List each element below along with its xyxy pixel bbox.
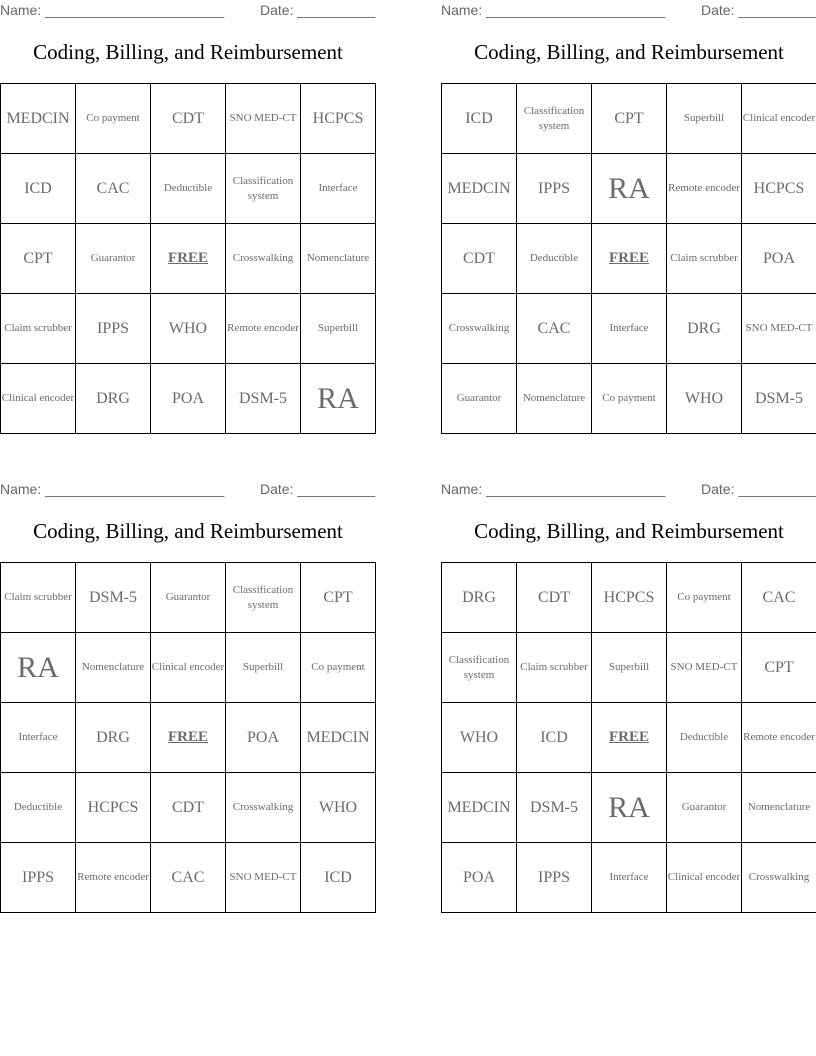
bingo-cell: Superbill [667,84,742,154]
bingo-cell: RA [592,773,667,843]
bingo-cell: POA [742,224,816,294]
bingo-cell: Crosswalking [226,773,301,843]
bingo-cell: HCPCS [76,773,151,843]
bingo-cell: SNO MED-CT [226,84,301,154]
date-field-label: Date: __________ [701,481,816,497]
bingo-cell: MEDCIN [442,154,517,224]
bingo-cell: SNO MED-CT [226,843,301,913]
date-field-label: Date: __________ [260,481,376,497]
grid-row [442,703,816,773]
bingo-cell: IPPS [517,843,592,913]
grid-row [442,563,816,633]
bingo-cell: DSM-5 [517,773,592,843]
free-space-cell: FREE [592,224,667,294]
bingo-cell: CDT [517,563,592,633]
bingo-cell: ICD [301,843,376,913]
bingo-cell: ICD [1,154,76,224]
bingo-cell: Clinical encoder [1,364,76,434]
name-field-label: Name: _______________________ [441,481,666,497]
bingo-cell: MEDCIN [301,703,376,773]
bingo-cell: Crosswalking [226,224,301,294]
card-title: Coding, Billing, and Reimbursement [474,519,784,543]
bingo-cell: Deductible [517,224,592,294]
bingo-cell: CPT [1,224,76,294]
name-field-label: Name: _______________________ [441,2,666,18]
bingo-cell: CPT [592,84,667,154]
bingo-grid [441,83,816,434]
grid-row [442,84,816,154]
free-space-cell: FREE [151,703,226,773]
bingo-cell: DSM-5 [226,364,301,434]
name-field-label: Name: _______________________ [0,2,225,18]
grid-row [1,843,376,913]
bingo-cell: CAC [151,843,226,913]
bingo-cell: IPPS [1,843,76,913]
bingo-cell: POA [442,843,517,913]
bingo-grid [0,83,376,434]
name-date-line [0,2,376,20]
bingo-cell: RA [301,364,376,434]
grid-row [442,843,816,913]
bingo-cell: Clinical encoder [151,633,226,703]
name-date-line [0,481,376,499]
grid-row [442,224,816,294]
bingo-cell: Classification system [226,154,301,224]
bingo-cell: ICD [442,84,517,154]
grid-row [1,224,376,294]
bingo-cell: Superbill [592,633,667,703]
bingo-cell: DRG [76,364,151,434]
grid-row [1,294,376,364]
grid-row [1,633,376,703]
bingo-cell: HCPCS [592,563,667,633]
bingo-cell: RA [1,633,76,703]
card-title: Coding, Billing, and Reimbursement [33,519,343,543]
bingo-cell: Co payment [592,364,667,434]
date-field-label: Date: __________ [701,2,816,18]
bingo-cell: MEDCIN [1,84,76,154]
bingo-cell: Claim scrubber [1,563,76,633]
bingo-cell: CDT [151,84,226,154]
bingo-cell: POA [151,364,226,434]
bingo-cell: ICD [517,703,592,773]
bingo-cell: CDT [151,773,226,843]
bingo-cell: Interface [1,703,76,773]
bingo-cell: HCPCS [301,84,376,154]
bingo-cell: Nomenclature [517,364,592,434]
bingo-cell: DSM-5 [742,364,816,434]
bingo-cell: MEDCIN [442,773,517,843]
bingo-cell: CPT [301,563,376,633]
bingo-cell: Remote encoder [667,154,742,224]
grid-row [1,563,376,633]
bingo-cell: CAC [742,563,816,633]
grid-row [442,364,816,434]
bingo-cell: HCPCS [742,154,816,224]
bingo-cell: Nomenclature [301,224,376,294]
name-date-line [441,2,816,20]
bingo-cell: WHO [151,294,226,364]
bingo-cell: Co payment [667,563,742,633]
bingo-cell: Nomenclature [742,773,816,843]
bingo-cell: Remote encoder [742,703,816,773]
bingo-cell: CPT [742,633,816,703]
bingo-cell: Co payment [76,84,151,154]
grid-row [442,633,816,703]
grid-row [1,703,376,773]
free-space-cell: FREE [151,224,226,294]
bingo-cell: WHO [301,773,376,843]
bingo-cell: Superbill [301,294,376,364]
bingo-cell: Deductible [151,154,226,224]
grid-row [442,154,816,224]
bingo-cell: Guarantor [442,364,517,434]
bingo-cell: DRG [76,703,151,773]
bingo-cell: RA [592,154,667,224]
bingo-cell: CAC [76,154,151,224]
bingo-cell: POA [226,703,301,773]
bingo-cell: Claim scrubber [1,294,76,364]
bingo-cell: DRG [442,563,517,633]
bingo-cell: Interface [592,843,667,913]
name-field-label: Name: _______________________ [0,481,225,497]
bingo-cell: DSM-5 [76,563,151,633]
bingo-cell: Remote encoder [76,843,151,913]
bingo-cell: Deductible [1,773,76,843]
bingo-cell: Guarantor [76,224,151,294]
bingo-cell: Superbill [226,633,301,703]
bingo-cell: Crosswalking [742,843,816,913]
card-title: Coding, Billing, and Reimbursement [33,40,343,64]
bingo-cell: WHO [442,703,517,773]
card-title: Coding, Billing, and Reimbursement [474,40,784,64]
bingo-cell: Guarantor [667,773,742,843]
free-space-cell: FREE [592,703,667,773]
bingo-cell: Nomenclature [76,633,151,703]
bingo-cell: IPPS [76,294,151,364]
bingo-cell: Claim scrubber [517,633,592,703]
bingo-cell: SNO MED-CT [667,633,742,703]
bingo-cell: CDT [442,224,517,294]
bingo-cell: Crosswalking [442,294,517,364]
bingo-cell: Clinical encoder [667,843,742,913]
bingo-cell: Classification system [442,633,517,703]
bingo-cell: Clinical encoder [742,84,816,154]
grid-row [1,364,376,434]
bingo-grid [441,562,816,913]
bingo-cell: Interface [301,154,376,224]
bingo-cell: Classification system [517,84,592,154]
bingo-grid [0,562,376,913]
grid-row [442,294,816,364]
date-field-label: Date: __________ [260,2,376,18]
grid-row [1,773,376,843]
bingo-cell: DRG [667,294,742,364]
bingo-cell: Deductible [667,703,742,773]
bingo-cell: Remote encoder [226,294,301,364]
bingo-cell: WHO [667,364,742,434]
bingo-cell: IPPS [517,154,592,224]
grid-row [442,773,816,843]
bingo-cell: Co payment [301,633,376,703]
name-date-line [441,481,816,499]
grid-row [1,154,376,224]
grid-row [1,84,376,154]
bingo-cell: CAC [517,294,592,364]
bingo-cell: Guarantor [151,563,226,633]
bingo-cell: Interface [592,294,667,364]
bingo-cell: SNO MED-CT [742,294,816,364]
bingo-cell: Classification system [226,563,301,633]
bingo-cell: Claim scrubber [667,224,742,294]
